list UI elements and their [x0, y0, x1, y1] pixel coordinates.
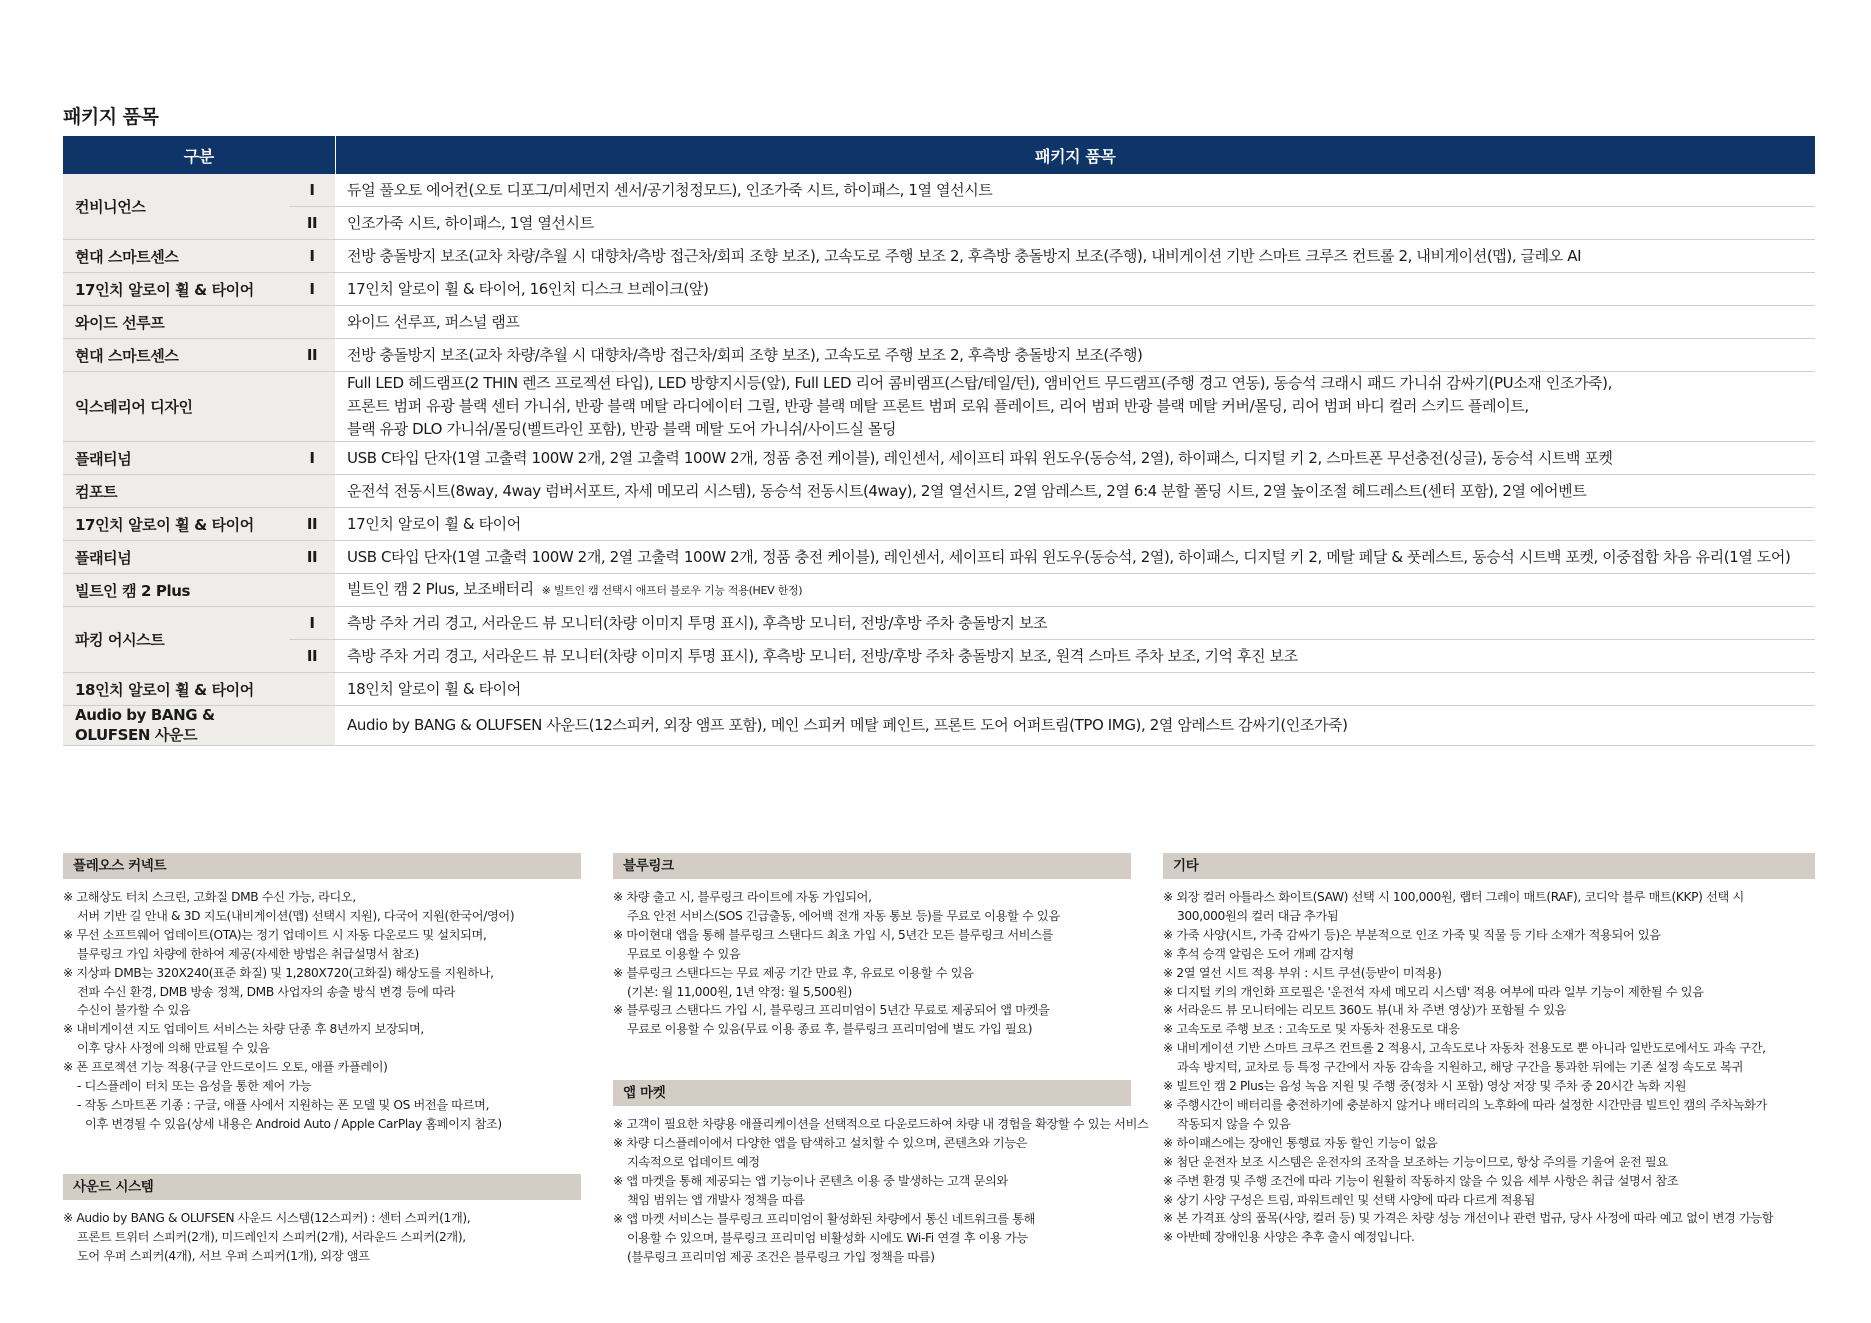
note-line: ※ 내비게이션 기반 스마트 크루즈 컨트롤 2 적용시, 고속도로나 자동차 전용도로 뿐 아니라 일반도로에서도 과속 구간, — [1163, 1041, 1766, 1056]
note-line: ※ 본 가격표 상의 품목(사양, 컬러 등) 및 가격은 차량 성능 개선이나 관련 법규, 당사 사정에 따라 예고 없이 변경 가능함 — [1163, 1211, 1774, 1226]
category-cell: 플래티넘 — [63, 541, 289, 574]
note-line: ※ 폰 프로젝션 기능 적용(구글 안드로이드 오토, 애플 카플레이) — [63, 1060, 388, 1075]
level-cell: II — [289, 508, 335, 541]
note-line: ※ 고객이 필요한 차량용 애플리케이션을 선택적으로 다운로드하여 차량 내 경험을 확장할 수 있는 서비스 — [613, 1117, 1149, 1132]
note-line: ※ 빌트인 캠 2 Plus는 음성 녹음 지원 및 주행 중(정차 시 포함) 영상 저장 및 주차 중 20시간 녹화 지원 — [1163, 1079, 1687, 1094]
note-line: ※ 첨단 운전자 보조 시스템은 운전자의 조작을 보조하는 기능이므로, 항상 주의를 기울여 운전 필요 — [1163, 1154, 1668, 1169]
level-cell: I — [289, 607, 335, 640]
note-line: 전파 수신 환경, DMB 방송 정책, DMB 사업자의 송출 방식 변경 등에 따라 — [77, 984, 455, 999]
items-cell: 17인치 알로이 휠 & 타이어 — [335, 508, 1815, 541]
items-cell: 측방 주차 거리 경고, 서라운드 뷰 모니터(차량 이미지 투명 표시), 후측방 모니터, 전방/후방 주차 충돌방지 보조, 원격 스마트 주차 보조, 기억 후진 보조 — [335, 640, 1815, 673]
item-line: 프론트 범퍼 유광 블랙 센터 가니쉬, 반광 블랙 메탈 라디에이터 그릴, 반광 블랙 메탈 프론트 범퍼 로워 플레이트, 리어 범퍼 반광 블랙 메탈 커버/몰딩, 리어 범퍼 바디 컬러 스키드 플레이트, — [347, 397, 1529, 415]
notes-list — [613, 888, 1131, 1039]
level-cell — [289, 673, 335, 706]
note-line: 주요 안전 서비스(SOS 긴급출동, 에어백 전개 자동 통보 등)를 무료로 이용할 수 있음 — [627, 908, 1060, 923]
note-line: ※ 서라운드 뷰 모니터에는 리모트 360도 뷰(내 차 주변 영상)가 포함될 수 있음 — [1163, 1003, 1567, 1018]
table-row — [63, 306, 1815, 339]
note-line: ※ 블루링크 스탠다드는 무료 제공 기간 만료 후, 유료로 이용할 수 있음 — [613, 965, 974, 980]
table-row — [63, 607, 1815, 640]
note-line: ※ Audio by BANG & OLUFSEN 사운드 시스템(12스피커) : 센터 스피커(1개), — [63, 1210, 471, 1225]
item-line: 블랙 유광 DLO 가니쉬/몰딩(벨트라인 포함), 반광 블랙 메탈 도어 가니쉬/사이드실 몰딩 — [347, 420, 897, 438]
note-line: 무료로 이용할 수 있음 — [627, 946, 741, 961]
category-cell: 18인치 알로이 휠 & 타이어 — [63, 673, 289, 706]
note-line: 수신이 불가할 수 있음 — [77, 1003, 191, 1018]
category-cell: Audio by BANG & OLUFSEN 사운드 — [63, 706, 289, 746]
items-cell: USB C타입 단자(1열 고출력 100W 2개, 2열 고출력 100W 2개, 정품 충전 케이블), 레인센서, 세이프티 파워 윈도우(동승석, 2열), 하이패스, 디지털 키 2, 스마트폰 무선충전(싱글), 동승석 시트백 포켓 — [335, 442, 1815, 475]
note-line: ※ 주변 환경 및 주행 조건에 따라 기능이 원활히 작동하지 않을 수 있음 세부 사항은 취급 설명서 참조 — [1163, 1173, 1679, 1188]
note-line: 지속적으로 업데이트 예정 — [627, 1155, 760, 1170]
level-cell — [289, 706, 335, 746]
table-row — [63, 339, 1815, 372]
note-line: 블루링크 가입 차량에 한하여 제공(자세한 방법은 취급설명서 참조) — [77, 946, 419, 961]
items-cell: 전방 충돌방지 보조(교차 차량/추월 시 대향차/측방 접근차/회피 조향 보조), 고속도로 주행 보조 2, 후측방 충돌방지 보조(주행), 내비게이션 기반 스마트 크루즈 컨트롤 2, 내비게이션(맵), 글레오 AI — [335, 240, 1815, 273]
table-row — [63, 207, 1815, 240]
note-line: 300,000원의 컬러 대금 추가됨 — [1177, 908, 1339, 923]
table-row — [63, 475, 1815, 508]
level-cell: I — [289, 174, 335, 207]
note-line: ※ 가죽 사양(시트, 가죽 감싸기 등)은 부분적으로 인조 가죽 및 직물 등 기타 소재가 적용되어 있음 — [1163, 927, 1661, 942]
level-cell: II — [289, 640, 335, 673]
item-line: Full LED 헤드램프(2 THIN 렌즈 프로젝션 타입), LED 방향지시등(앞), Full LED 리어 콤비램프(스탑/테일/턴), 앰비언트 무드램프(주행 경고 연동), 동승석 크래시 패드 가니쉬 감싸기(PU소재 인조가죽), — [347, 374, 1612, 392]
note-line: ※ 내비게이션 지도 업데이트 서비스는 차량 단종 후 8년까지 보장되며, — [63, 1022, 424, 1037]
items-cell: 18인치 알로이 휠 & 타이어 — [335, 673, 1815, 706]
category-cell: 와이드 선루프 — [63, 306, 289, 339]
notes-list — [1163, 888, 1815, 1247]
note-line: 서버 기반 길 안내 & 3D 지도(내비게이션(맵) 선택시 지원), 다국어 지원(한국어/영어) — [77, 908, 515, 923]
category-cell: 컨비니언스 — [63, 174, 289, 240]
table-row — [63, 240, 1815, 273]
level-cell — [289, 306, 335, 339]
category-cell: 컴포트 — [63, 475, 289, 508]
note-line: ※ 블루링크 스탠다드 가입 시, 블루링크 프리미엄이 5년간 무료로 제공되어 앱 마켓을 — [613, 1003, 1050, 1018]
note-line: (블루링크 프리미엄 제공 조건은 블루링크 가입 정책을 따름) — [627, 1249, 935, 1264]
level-cell: I — [289, 240, 335, 273]
items-cell: 인조가죽 시트, 하이패스, 1열 열선시트 — [335, 207, 1815, 240]
level-cell — [289, 475, 335, 508]
note-line: ※ 하이패스에는 장애인 통행료 자동 할인 기능이 없음 — [1163, 1135, 1438, 1150]
note-line: ※ 주행시간이 배터리를 충전하기에 충분하지 않거나 배터리의 노후화에 따라 설정한 시간만큼 빌트인 캠의 주차녹화가 — [1163, 1097, 1767, 1112]
section-title-sound-system: 사운드 시스템 — [63, 1174, 581, 1200]
items-cell: 와이드 선루프, 퍼스널 램프 — [335, 306, 1815, 339]
note-line: 도어 우퍼 스피커(4개), 서브 우퍼 스피커(1개), 외장 앰프 — [77, 1248, 370, 1263]
table-row — [63, 640, 1815, 673]
note-line: - 디스플레이 터치 또는 음성을 통한 제어 가능 — [77, 1079, 312, 1094]
notes-list — [63, 1209, 581, 1266]
items-cell: 측방 주차 거리 경고, 서라운드 뷰 모니터(차량 이미지 투명 표시), 후측방 모니터, 전방/후방 주차 충돌방지 보조 — [335, 607, 1815, 640]
header-category: 구분 — [63, 136, 335, 174]
note-line: 이용할 수 있으며, 블루링크 프리미엄 비활성화 시에도 Wi-Fi 연결 후 이용 가능 — [627, 1230, 1028, 1245]
notes-list — [63, 888, 581, 1134]
note-line: 프론트 트위터 스피커(2개), 미드레인지 스피커(2개), 서라운드 스피커(2개), — [77, 1229, 466, 1244]
note-line: ※ 2열 열선 시트 적용 부위 : 시트 쿠션(등받이 미적용) — [1163, 965, 1442, 980]
section-title-etc: 기타 — [1163, 853, 1815, 879]
table-row — [63, 174, 1815, 207]
level-cell: I — [289, 442, 335, 475]
table-row — [63, 706, 1815, 746]
items-cell — [335, 372, 1815, 442]
note-line: ※ 차량 디스플레이에서 다양한 앱을 탐색하고 설치할 수 있으며, 콘텐츠와 기능은 — [613, 1136, 1028, 1151]
page-title: 패키지 품목 — [63, 106, 159, 128]
header-items: 패키지 품목 — [335, 136, 1815, 174]
section-title-bluelink: 블루링크 — [613, 853, 1131, 879]
note-line: - 작동 스마트폰 기종 : 구글, 애플 사에서 지원하는 폰 모델 및 OS 버전을 따르며, — [77, 1097, 490, 1112]
note-line: ※ 디지털 키의 개인화 프로필은 '운전석 자세 메모리 시스템' 적용 여부에 따라 일부 기능이 제한될 수 있음 — [1163, 984, 1704, 999]
note-line: ※ 고해상도 터치 스크린, 고화질 DMB 수신 가능, 라디오, — [63, 890, 356, 904]
note-line: ※ 외장 컬러 아틀라스 화이트(SAW) 선택 시 100,000원, 랩터 그레이 매트(RAF), 코디악 블루 매트(KKP) 선택 시 — [1163, 890, 1744, 904]
note-line: (기본: 월 11,000원, 1년 약정: 월 5,500원) — [627, 984, 852, 999]
section-title-app-market: 앱 마켓 — [613, 1080, 1131, 1106]
table-row — [63, 508, 1815, 541]
note-line: 무료로 이용할 수 있음(무료 이용 종료 후, 블루링크 프리미엄에 별도 가입 필요) — [627, 1022, 1033, 1037]
level-cell: I — [289, 273, 335, 306]
note-line: ※ 앱 마켓 서비스는 블루링크 프리미엄이 활성화된 차량에서 통신 네트워크를 통해 — [613, 1211, 1036, 1226]
items-cell: 전방 충돌방지 보조(교차 차량/추월 시 대향차/측방 접근차/회피 조향 보조), 고속도로 주행 보조 2, 후측방 충돌방지 보조(주행) — [335, 339, 1815, 372]
category-cell: 파킹 어시스트 — [63, 607, 289, 673]
items-cell: USB C타입 단자(1열 고출력 100W 2개, 2열 고출력 100W 2개, 정품 충전 케이블), 레인센서, 세이프티 파워 윈도우(동승석, 2열), 하이패스, 디지털 키 2, 메탈 페달 & 풋레스트, 동승석 시트백 포켓, 이중접합 차음 유리(1열 도어) — [335, 541, 1815, 574]
note-line: ※ 차량 출고 시, 블루링크 라이트에 자동 가입되어, — [613, 890, 872, 904]
section-title-pleos-connect: 플레오스 커넥트 — [63, 853, 581, 879]
note-line: ※ 고속도로 주행 보조 : 고속도로 및 자동차 전용도로 대응 — [1163, 1022, 1460, 1037]
level-cell — [289, 372, 335, 442]
table-header-row — [63, 136, 1815, 174]
level-cell: II — [289, 339, 335, 372]
note-line: ※ 상기 사양 구성은 트림, 파워트레인 및 선택 사양에 따라 다르게 적용됨 — [1163, 1192, 1535, 1207]
note-line: ※ 지상파 DMB는 320X240(표준 화질) 및 1,280X720(고화질) 해상도를 지원하나, — [63, 965, 494, 980]
table-row — [63, 541, 1815, 574]
items-cell: Audio by BANG & OLUFSEN 사운드(12스피커, 외장 앰프 포함), 메인 스피커 메탈 페인트, 프론트 도어 어퍼트림(TPO IMG), 2열 암레스트 감싸기(인조가죽) — [335, 706, 1815, 746]
note-line: ※ 앱 마켓을 통해 제공되는 앱 기능이나 콘텐츠 이용 중 발생하는 고객 문의와 — [613, 1173, 1008, 1188]
table-row — [63, 574, 1815, 607]
inline-note: ※ 빌트인 캠 선택시 애프터 블로우 기능 적용(HEV 한정) — [541, 584, 803, 597]
category-cell: 17인치 알로이 휠 & 타이어 — [63, 508, 289, 541]
note-line: ※ 마이현대 앱을 통해 블루링크 스탠다드 최초 가입 시, 5년간 모든 블루링크 서비스를 — [613, 927, 1054, 942]
item-text: 빌트인 캠 2 Plus, 보조배터리 — [347, 580, 534, 598]
notes-column-middle — [613, 853, 1149, 1267]
note-line: ※ 무선 소프트웨어 업데이트(OTA)는 정기 업데이트 시 자동 다운로드 및 설치되며, — [63, 927, 487, 942]
note-line: ※ 아반떼 장애인용 사양은 추후 출시 예정입니다. — [1163, 1230, 1415, 1245]
items-cell: 운전석 전동시트(8way, 4way 럼버서포트, 자세 메모리 시스템), 동승석 전동시트(4way), 2열 열선시트, 2열 암레스트, 2열 6:4 분할 폴딩 시트, 2열 높이조절 헤드레스트(센터 포함), 2열 에어벤트 — [335, 475, 1815, 508]
note-line: 이후 변경될 수 있음(상세 내용은 Android Auto / Apple CarPlay 홈페이지 참조) — [85, 1116, 502, 1131]
notes-column-left — [63, 853, 581, 1266]
items-cell: 17인치 알로이 휠 & 타이어, 16인치 디스크 브레이크(앞) — [335, 273, 1815, 306]
table-row — [63, 442, 1815, 475]
category-cell: 17인치 알로이 휠 & 타이어 — [63, 273, 289, 306]
notes-column-right — [1163, 853, 1815, 1247]
category-cell: 플래티넘 — [63, 442, 289, 475]
note-line: 책임 범위는 앱 개발사 정책을 따름 — [627, 1192, 805, 1207]
table-row — [63, 372, 1815, 442]
category-cell: 현대 스마트센스 — [63, 339, 289, 372]
items-cell — [335, 574, 1815, 607]
note-line: 과속 방지턱, 교차로 등 특정 구간에서 자동 감속을 지원하고, 해당 구간을 통과한 뒤에는 기존 설정 속도로 복귀 — [1177, 1060, 1744, 1075]
level-cell: II — [289, 207, 335, 240]
notes-list — [613, 1115, 1149, 1266]
note-line: 이후 당사 사정에 의해 만료될 수 있음 — [77, 1041, 270, 1056]
package-table — [63, 136, 1815, 746]
level-cell — [289, 574, 335, 607]
category-cell: 현대 스마트센스 — [63, 240, 289, 273]
level-cell: II — [289, 541, 335, 574]
category-cell: 익스테리어 디자인 — [63, 372, 289, 442]
table-row — [63, 673, 1815, 706]
table-row — [63, 273, 1815, 306]
note-line: ※ 후석 승객 알림은 도어 개폐 감지형 — [1163, 946, 1354, 961]
items-cell: 듀얼 풀오토 에어컨(오토 디포그/미세먼지 센서/공기청정모드), 인조가죽 시트, 하이패스, 1열 열선시트 — [335, 174, 1815, 207]
category-cell: 빌트인 캠 2 Plus — [63, 574, 289, 607]
note-line: 작동되지 않을 수 있음 — [1177, 1116, 1291, 1131]
